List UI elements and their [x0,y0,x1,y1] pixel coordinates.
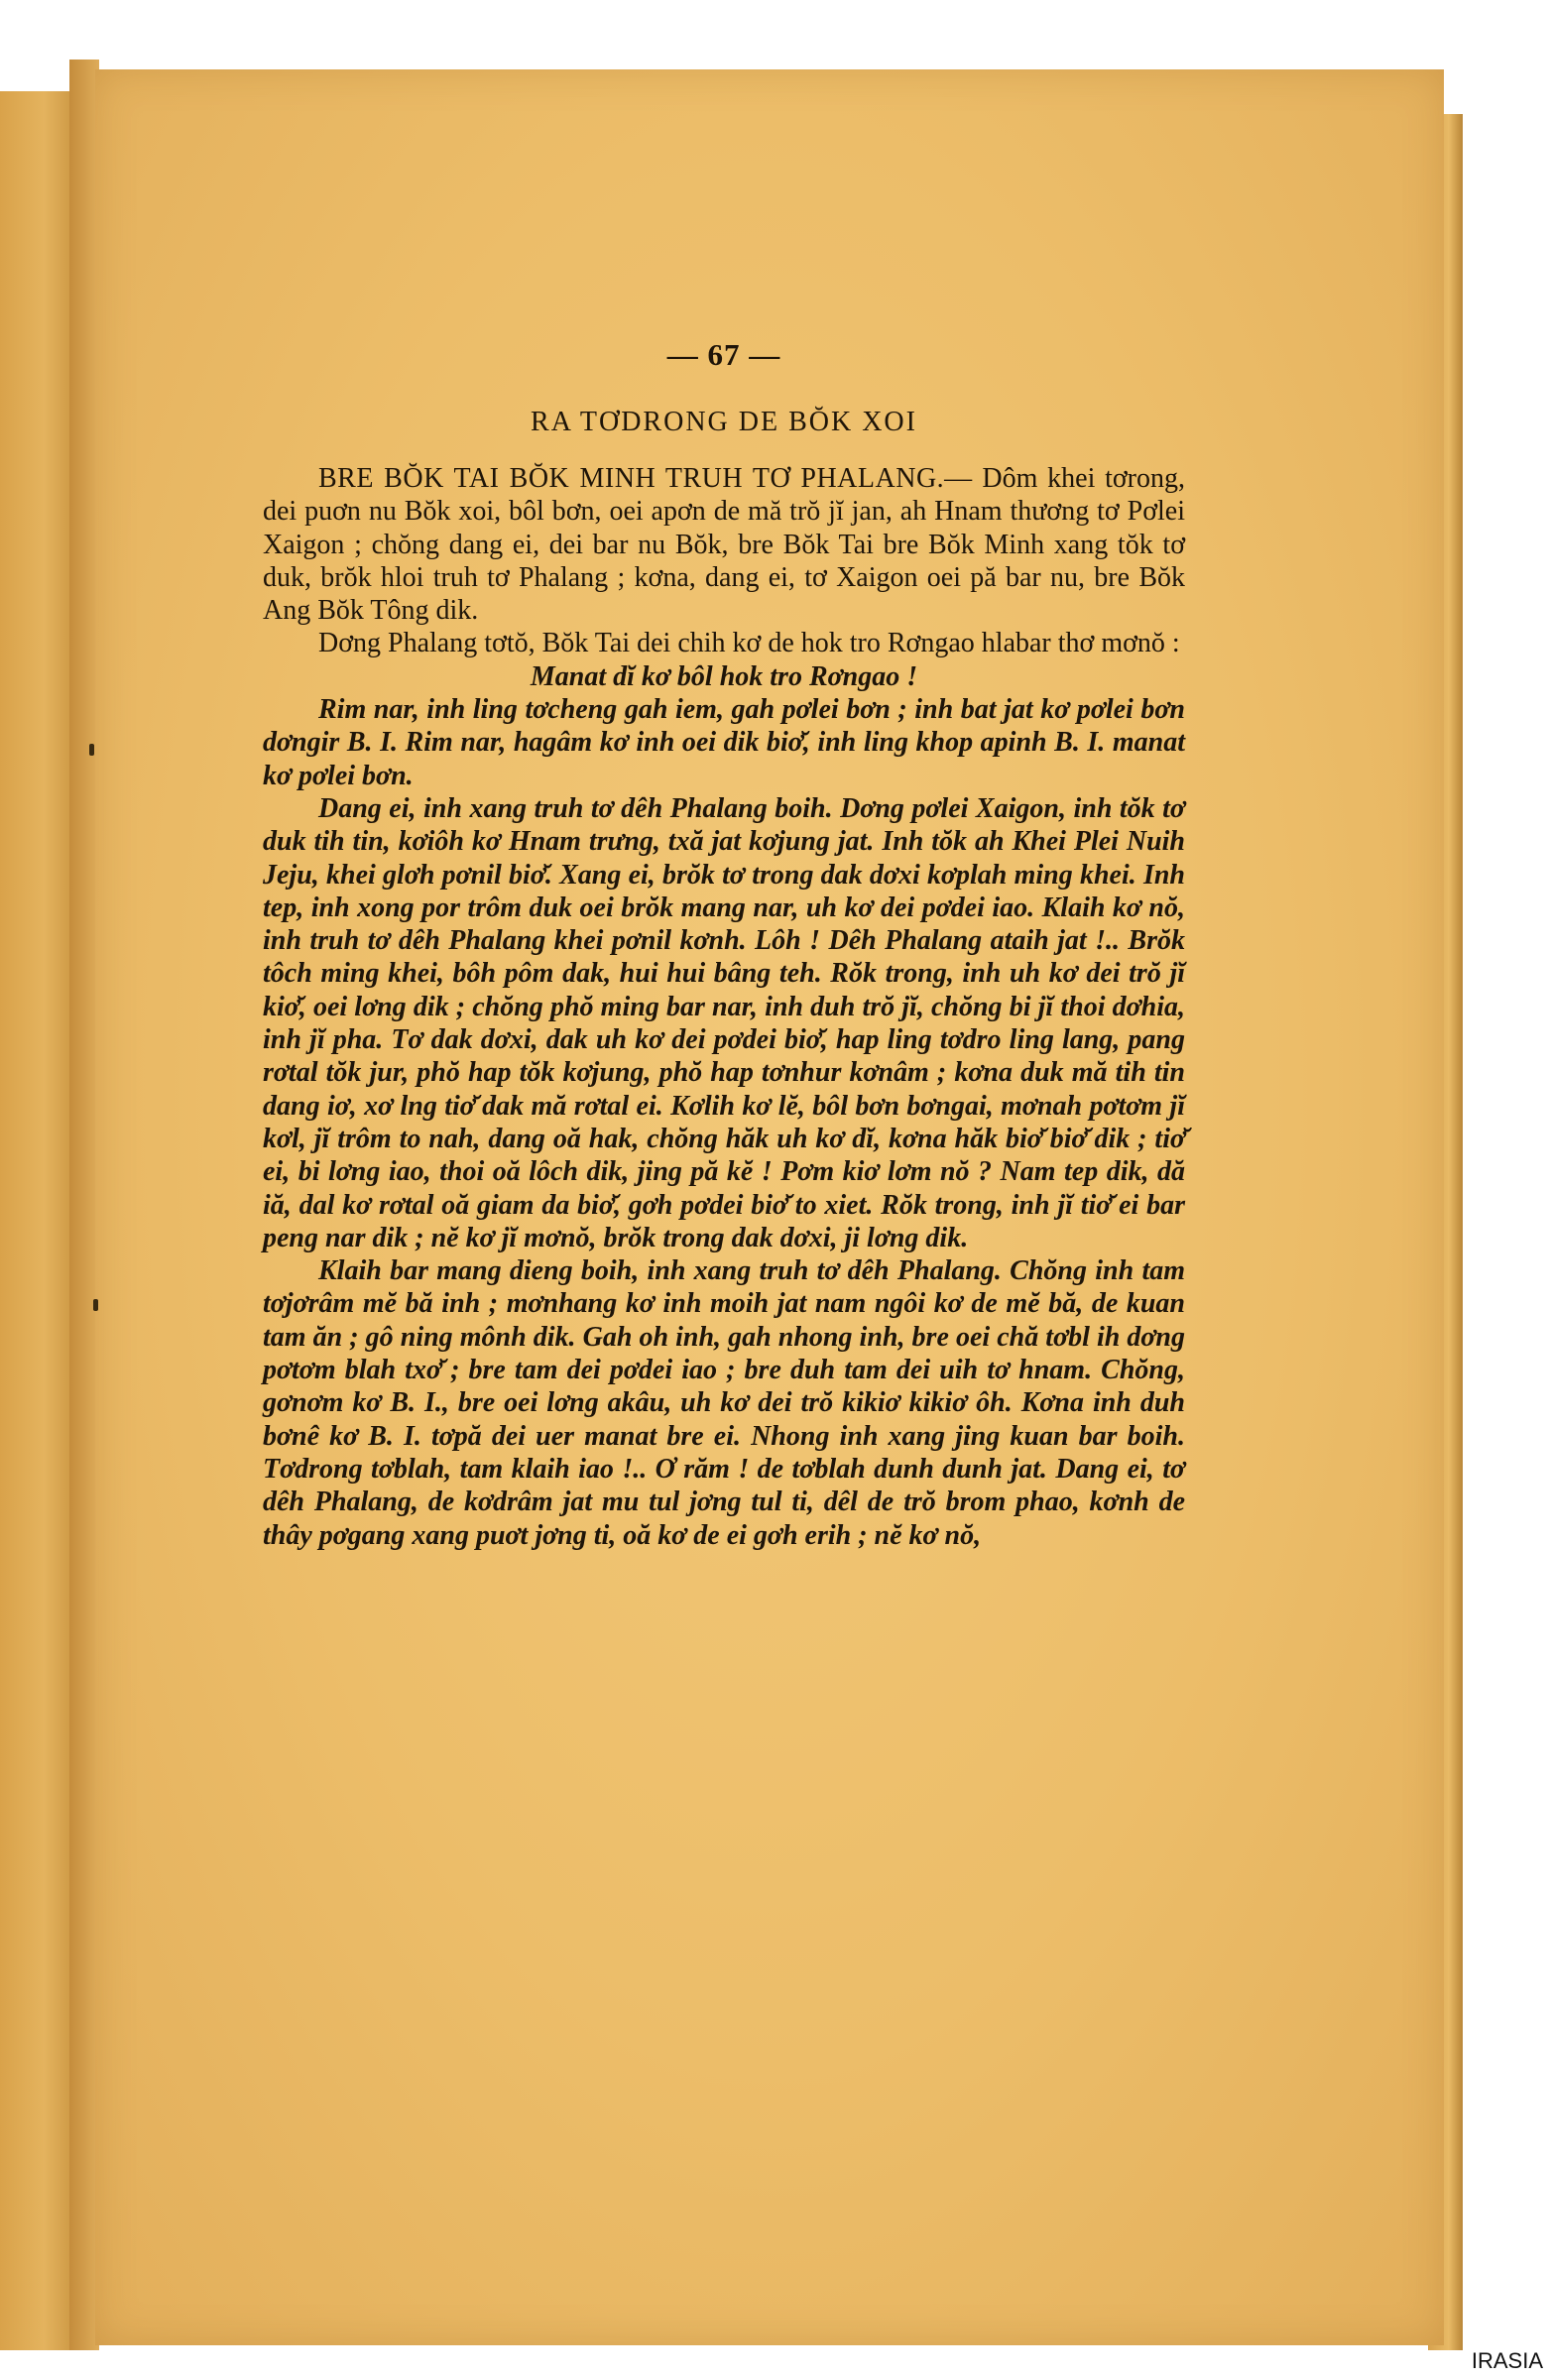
ink-fleck [89,744,94,756]
letter-paragraph: Klaih bar mang dieng boih, inh xang truh tơ dêh Phalang. Chŏng inh tam tơjơrâm mĕ bă inh ; mơnhang kơ inh moih jat nam ngôi kơ de mĕ bă, de kuan tam ăn ; gô ning mônh dik. Gah oh inh, gah nhong inh, bre oei chă tơbl ih dơng pơtơm blah txơ̆ ; bre tam dei pơdei iao ; bre duh tam dei uih tơ hnam. Chŏng, gơnơm kơ B. I., bre oei lơng akâu, uh kơ dei trŏ kikiơ kikiơ ôh. Kơna inh duh bơnê kơ B. I. tơpă dei uer manat bre ei. Nhong inh xang jing kuan bar boih. Tơdrong tơblah, tam klaih iao !.. Ơ răm ! de tơblah dunh dunh jat. Dang ei, tơ dêh Phalang, de kơdrâm jat mu tul jơng tul ti, dêl de trŏ brom phao, kơnh de thây pơgang xang puơt jơng ti, oă kơ de ei gơh erih ; nĕ kơ nŏ, [263,1255,1185,1551]
watermark-label: IRASIA [1471,2348,1543,2373]
paragraph [263,462,1185,627]
letter-paragraph: Rim nar, inh ling tơcheng gah iem, gah pơlei bơn ; inh bat jat kơ pơlei bơn dơngir B. I. Rim nar, hagâm kơ inh oei dik biơ̆, inh ling khop apinh B. I. manat kơ pơlei bơn. [263,694,1185,791]
letter-paragraph: Dang ei, inh xang truh tơ dêh Phalang boih. Dơng pơlei Xaigon, inh tŏk tơ duk tih tin, kơiôh kơ Hnam trưng, txă jat kơjung jat. Inh tŏk ah Khei Plei Nuih Jeju, khei glơh pơnil biơ̆. Xang ei, brŏk tơ trong dak dơxi kơplah ming khei. Inh tep, inh xong por trôm duk oei brŏk mang nar, uh kơ dei pơdei iao. Klaih kơ nŏ, inh truh tơ dêh Phalang khei pơnil kơnh. Lôh ! Dêh Phalang ataih jat !.. Brŏk tôch ming khei, bôh pôm dak, hui hui bâng teh. Rŏk trong, inh uh kơ dei trŏ jĭ kiơ̆, oei lơng dik ; chŏng phŏ ming bar nar, inh duh trŏ jĭ, chŏng bi jĭ thoi dơhia, inh jĭ pha. Tơ dak dơxi, dak uh kơ dei pơdei biơ̆, hap ling tơdro ling lang, pang rơtal tŏk jur, phŏ hap tŏk kơjung, phŏ hap tơnhur kơnâm ; kơna duk mă tih tin dang iơ, xơ lng tiơ̆ dak mă rơtal ei. Kơlih kơ lĕ, bôl bơn bơngai, mơnah pơtơm jĭ kơl, jĭ trôm to nah, dang oă hak, chŏng hăk uh kơ dĭ, kơna hăk biơ̆ biơ̆ dik ; tiơ̆ ei, bi lơng iao, thoi oă lôch dik, jing pă kĕ ! Pơm kiơ lơm nŏ ? Nam tep dik, dă iă, dal kơ rơtal oă giam da biơ̆, gơh pơdei biơ̆ to xiet. Rŏk trong, inh jĭ tiơ̆ ei bar peng nar dik ; nĕ kơ jĭ mơnŏ, brŏk trong dak dơxi, ji lơng dik. [263,792,1185,1253]
page-number: — 67 — [666,337,781,372]
paragraph: Dơng Phalang tơtŏ, Bŏk Tai dei chih kơ de hok tro Rơngao hlabar thơ mơnŏ : [318,628,1180,659]
chapter-title: RA TƠDRONG DE BŎK XOI [531,407,917,437]
body-text [263,462,1185,1552]
paragraph-heading: BRE BŎK TAI BŎK MINH TRUH TƠ PHALANG.— [318,463,973,494]
letter-salutation: Manat dĭ kơ bôl hok tro Rơngao ! [530,660,918,692]
page-content [263,337,1185,1552]
back-page-edge [0,91,79,2350]
paragraph-text: Dôm khei tơrong, dei puơn nu Bŏk xoi, bôl bơn, oei apơn de mă trŏ jĭ jan, ah Hnam thương tơ Pơlei Xaigon ; chŏng dang ei, dei bar nu Bŏk, bre Bŏk Tai bre Bŏk Minh xang tŏk tơ duk, brŏk hloi truh tơ Phalang ; kơna, dang ei, tơ Xaigon oei pă bar nu, bre Bŏk Ang Bŏk Tông dik. [263,463,1185,627]
ink-fleck [93,1299,98,1311]
